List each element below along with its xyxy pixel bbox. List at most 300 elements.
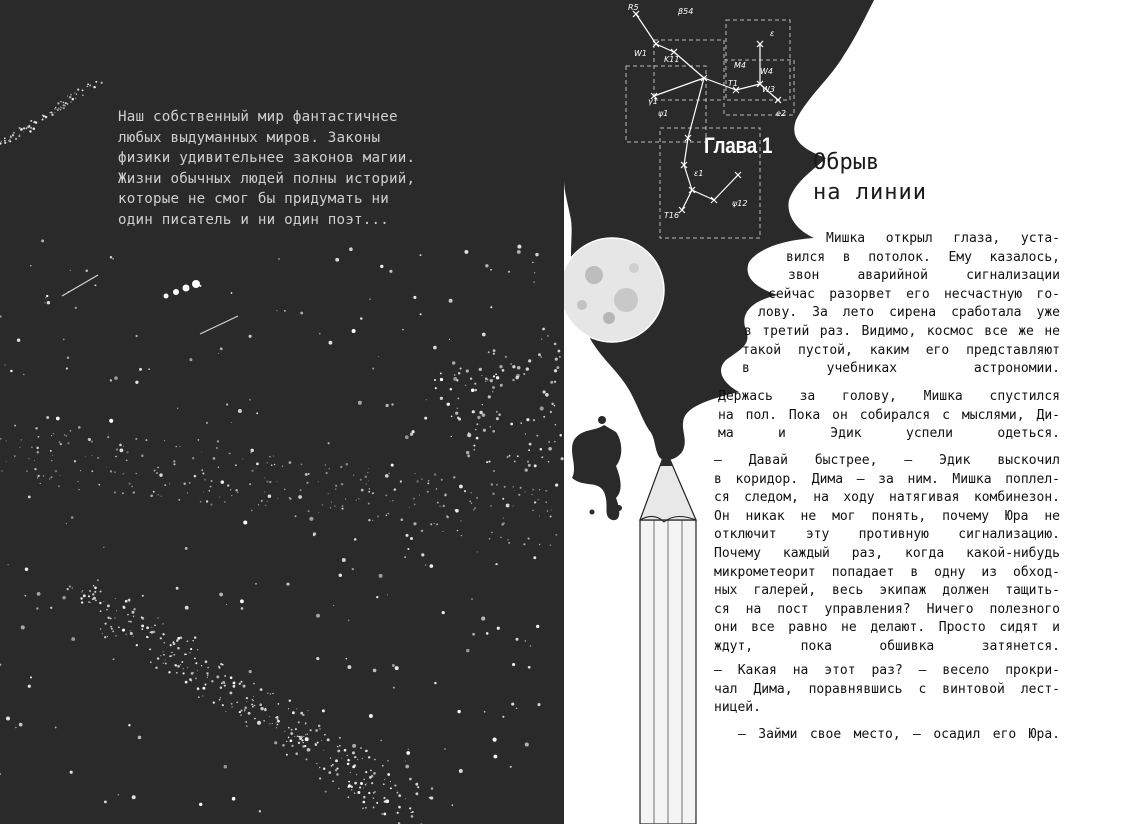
star — [335, 759, 338, 762]
star — [128, 599, 131, 602]
star — [366, 483, 367, 484]
star — [35, 427, 37, 429]
star — [387, 760, 389, 762]
star — [37, 477, 38, 478]
star — [211, 480, 213, 482]
star — [219, 593, 223, 597]
star — [277, 724, 279, 726]
star — [493, 353, 495, 355]
paragraph-3 — [714, 452, 1060, 657]
star — [368, 503, 370, 505]
text-line: на пол. Пока он собирался с мыслями, Ди- — [718, 407, 1060, 423]
star — [75, 307, 77, 309]
star — [47, 301, 50, 304]
star — [97, 457, 99, 459]
star — [381, 813, 383, 815]
star — [405, 765, 409, 769]
star — [451, 436, 452, 437]
star — [155, 667, 157, 669]
ink-splash — [572, 425, 621, 520]
star — [347, 763, 350, 766]
star — [277, 498, 278, 499]
star — [492, 493, 495, 496]
star — [42, 114, 44, 116]
star — [246, 701, 247, 702]
star — [388, 472, 390, 474]
star — [401, 518, 404, 521]
star — [261, 500, 263, 502]
constellation-label: K11 — [664, 55, 680, 64]
star — [276, 716, 279, 719]
star — [46, 295, 48, 297]
star — [63, 339, 65, 341]
star — [365, 771, 367, 773]
star — [64, 434, 65, 435]
star — [550, 411, 552, 413]
star — [427, 483, 429, 485]
star — [373, 806, 375, 808]
star — [18, 135, 20, 137]
star — [31, 446, 33, 448]
star — [373, 797, 374, 798]
star — [216, 675, 219, 678]
epigraph-line: которые не смог бы придумать ни — [118, 191, 389, 207]
star — [270, 723, 271, 724]
star — [530, 645, 532, 647]
star — [387, 773, 390, 776]
star — [284, 731, 285, 732]
star — [357, 791, 360, 794]
star — [305, 473, 308, 476]
star — [513, 486, 514, 487]
star — [82, 90, 84, 92]
star — [0, 315, 2, 317]
star — [455, 509, 457, 511]
star — [524, 491, 525, 492]
text-line: звон аварийной сигнализации — [788, 268, 1060, 284]
star — [514, 490, 515, 491]
star — [352, 751, 355, 754]
star — [305, 734, 306, 735]
star — [185, 606, 189, 610]
star — [348, 781, 350, 783]
star — [437, 502, 439, 504]
star — [506, 504, 510, 508]
star — [443, 505, 445, 507]
star — [216, 447, 218, 449]
star — [559, 356, 561, 358]
star — [466, 649, 470, 653]
star — [25, 127, 27, 129]
star — [359, 786, 361, 788]
star — [457, 397, 459, 399]
star — [289, 498, 291, 500]
star — [122, 629, 125, 632]
star — [189, 652, 190, 653]
constellation-label: T1 — [728, 79, 738, 88]
text-line: Держась за голову, Мишка спустился — [718, 389, 1060, 404]
star — [44, 302, 45, 303]
star — [150, 494, 153, 497]
text-line: — Займи свое место, — осадил его Юра. — [738, 727, 1060, 742]
star — [41, 239, 44, 242]
star — [111, 628, 113, 630]
star — [218, 353, 219, 354]
star — [100, 628, 102, 630]
star — [33, 122, 34, 123]
star — [384, 779, 385, 780]
star — [82, 590, 83, 591]
star — [114, 471, 116, 473]
star — [23, 374, 25, 376]
moon-crater — [577, 300, 587, 310]
star — [110, 379, 112, 381]
star — [220, 347, 223, 350]
star — [222, 704, 224, 706]
star — [95, 81, 97, 83]
epigraph-line: физики удивительнее законов магии. — [118, 150, 416, 166]
star — [28, 458, 29, 459]
star — [507, 456, 509, 458]
star — [409, 507, 410, 508]
star — [63, 102, 65, 104]
text-line: сейчас разорвет его несчастную го- — [768, 286, 1060, 302]
star — [149, 648, 151, 650]
star — [56, 417, 60, 421]
star — [436, 488, 437, 489]
star — [135, 473, 136, 474]
star — [0, 438, 2, 440]
star — [342, 505, 344, 507]
star — [412, 811, 414, 813]
star — [510, 423, 513, 426]
star — [20, 128, 23, 131]
star — [486, 632, 489, 635]
star — [362, 808, 363, 809]
star — [105, 623, 107, 625]
star — [412, 430, 415, 433]
star — [246, 725, 247, 726]
star — [67, 442, 69, 444]
star — [210, 503, 212, 505]
star — [461, 487, 462, 488]
star — [108, 433, 109, 434]
star — [310, 729, 312, 731]
star — [199, 803, 202, 806]
star — [173, 654, 175, 656]
star — [397, 812, 399, 814]
star — [529, 443, 532, 446]
star — [14, 425, 16, 427]
star — [528, 666, 531, 669]
star — [477, 551, 478, 552]
star — [352, 329, 356, 333]
star — [237, 492, 238, 493]
star — [97, 579, 99, 581]
star — [419, 495, 420, 496]
star — [556, 366, 559, 369]
star — [100, 610, 102, 612]
star — [246, 697, 248, 699]
star — [303, 742, 304, 743]
star — [254, 705, 256, 707]
star — [528, 359, 531, 362]
star — [319, 333, 321, 335]
star — [256, 463, 259, 466]
star — [513, 505, 514, 506]
star — [162, 623, 163, 624]
star — [493, 470, 495, 472]
star — [204, 479, 206, 481]
star — [373, 669, 377, 673]
star — [218, 467, 219, 468]
constellation-label: W4 — [760, 67, 773, 76]
star — [128, 724, 130, 726]
star — [517, 366, 521, 370]
star — [523, 373, 525, 375]
star — [236, 702, 238, 704]
star — [70, 771, 73, 774]
star — [274, 464, 276, 466]
star — [151, 627, 152, 628]
star — [148, 368, 150, 370]
star — [74, 460, 76, 462]
constellation-label: ψ1 — [658, 109, 669, 118]
star — [421, 553, 424, 556]
star — [429, 797, 431, 799]
star — [337, 746, 339, 748]
ink-drop — [566, 146, 574, 154]
star — [110, 617, 112, 619]
star — [350, 772, 351, 773]
star — [481, 617, 485, 621]
star — [342, 508, 344, 510]
text-line: лову. За лето сирена сработала уже — [758, 305, 1060, 321]
star — [263, 720, 265, 722]
star — [135, 381, 138, 384]
star — [488, 351, 490, 353]
star — [231, 703, 233, 705]
star — [27, 126, 30, 129]
star — [187, 493, 188, 494]
star — [383, 797, 385, 799]
star — [80, 470, 81, 471]
star — [453, 377, 457, 381]
star — [241, 681, 243, 683]
star — [388, 513, 390, 515]
star — [153, 491, 154, 492]
star — [220, 663, 222, 665]
star — [197, 649, 198, 650]
star — [495, 564, 497, 566]
star — [321, 740, 322, 741]
constellation-label: ε — [770, 29, 775, 38]
star — [206, 500, 208, 502]
star — [259, 703, 262, 706]
star — [512, 506, 513, 507]
star — [360, 317, 363, 320]
star — [187, 667, 188, 668]
star — [336, 768, 338, 770]
star — [338, 788, 340, 790]
star — [107, 636, 108, 637]
star — [294, 736, 295, 737]
star — [442, 611, 445, 614]
star — [318, 725, 321, 728]
star — [457, 408, 458, 409]
star — [516, 708, 517, 709]
star — [201, 469, 203, 471]
star — [150, 496, 151, 497]
star — [369, 298, 371, 300]
star — [449, 299, 453, 303]
star — [421, 478, 422, 479]
star — [219, 497, 220, 498]
star — [547, 510, 549, 512]
star — [368, 491, 370, 493]
star — [207, 677, 208, 678]
star — [59, 441, 61, 443]
star — [483, 429, 486, 432]
star — [107, 605, 110, 608]
star — [374, 759, 376, 761]
star — [205, 660, 208, 663]
star — [351, 786, 353, 788]
star — [474, 383, 476, 385]
star — [485, 381, 487, 383]
star — [504, 486, 506, 488]
star — [367, 472, 368, 473]
star — [171, 652, 172, 653]
star — [19, 134, 20, 135]
star — [434, 473, 437, 476]
star — [363, 779, 365, 781]
star — [195, 678, 197, 680]
star — [328, 341, 332, 345]
star — [322, 709, 325, 712]
chapter-title-line: на линии — [813, 180, 927, 205]
star — [537, 703, 540, 706]
star — [157, 657, 159, 659]
star — [231, 292, 233, 294]
star — [295, 515, 297, 517]
star — [392, 500, 394, 502]
star — [387, 800, 388, 801]
star — [69, 96, 72, 99]
star — [523, 543, 525, 545]
star — [304, 745, 306, 747]
star — [123, 446, 124, 447]
star — [486, 461, 488, 463]
star — [259, 810, 261, 812]
star — [545, 490, 547, 492]
star — [60, 475, 61, 476]
star — [392, 664, 395, 667]
star — [162, 633, 164, 635]
star — [452, 804, 453, 805]
star — [296, 708, 297, 709]
star — [110, 256, 113, 259]
star — [387, 594, 388, 595]
star — [313, 532, 316, 535]
star — [328, 442, 330, 444]
star — [260, 707, 263, 710]
star — [496, 484, 498, 486]
star — [353, 764, 356, 767]
star — [405, 534, 408, 537]
star — [239, 683, 241, 685]
star — [60, 101, 61, 102]
star — [217, 440, 219, 442]
star — [436, 523, 438, 525]
star — [133, 491, 135, 493]
star — [315, 744, 317, 746]
star — [319, 777, 321, 779]
star — [131, 486, 133, 488]
star — [512, 365, 515, 368]
text-line: ма и Эдик успели одеться. — [718, 426, 1060, 442]
star — [328, 493, 329, 494]
star — [25, 595, 27, 597]
star — [346, 463, 349, 466]
star — [551, 510, 552, 511]
text-line: микрометеорит попадает в одну из обход- — [714, 564, 1060, 580]
star — [92, 593, 94, 595]
star — [384, 800, 386, 802]
right-page — [564, 0, 1128, 824]
star — [447, 403, 450, 406]
star — [37, 475, 39, 477]
star — [114, 376, 118, 380]
star — [67, 96, 68, 97]
star — [328, 771, 331, 774]
star — [70, 94, 72, 96]
star — [213, 457, 216, 460]
star — [420, 313, 422, 315]
star — [181, 661, 183, 663]
star — [4, 142, 6, 144]
star — [469, 501, 471, 503]
star — [110, 626, 112, 628]
epigraph-line: любых выдуманных миров. Законы — [118, 129, 381, 146]
star — [368, 792, 370, 794]
star — [505, 356, 507, 358]
star — [394, 488, 396, 490]
star — [307, 748, 311, 752]
star — [9, 139, 10, 140]
star — [501, 523, 504, 526]
star — [308, 510, 310, 512]
star — [88, 595, 90, 597]
star — [126, 634, 127, 635]
star — [305, 722, 307, 724]
star — [83, 594, 86, 597]
star — [502, 716, 504, 718]
star — [173, 289, 179, 295]
star — [366, 783, 367, 784]
star — [17, 338, 20, 341]
star — [159, 473, 162, 476]
star — [289, 461, 292, 464]
star — [264, 477, 265, 478]
star — [195, 662, 197, 664]
star — [253, 700, 254, 701]
star — [420, 254, 422, 256]
star — [490, 379, 493, 382]
star — [295, 728, 297, 730]
star — [183, 672, 185, 674]
star — [30, 127, 32, 129]
